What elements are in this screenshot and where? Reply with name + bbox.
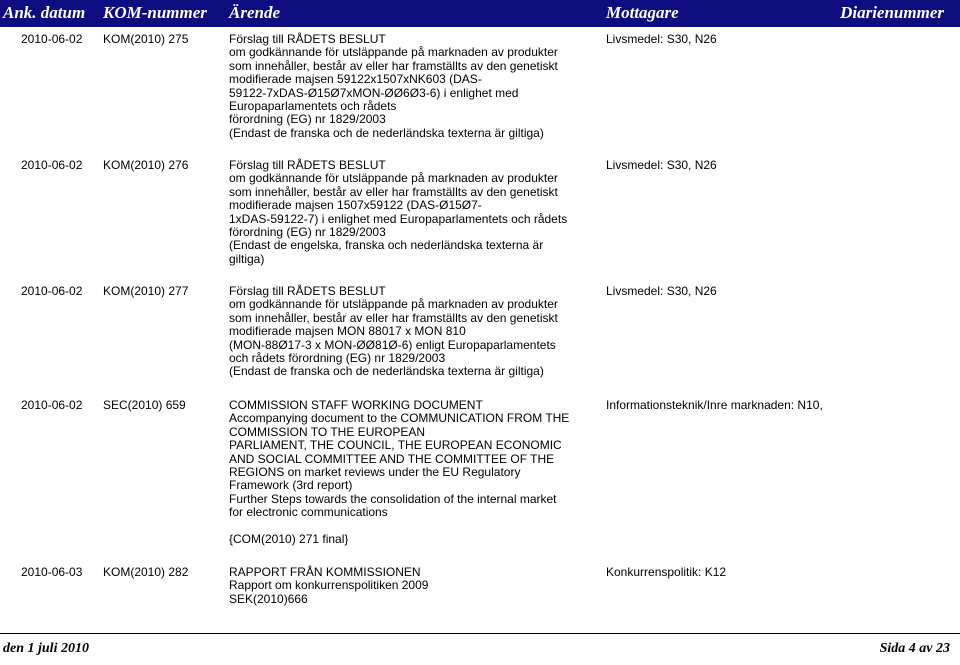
subject-line: COMMISSION STAFF WORKING DOCUMENT — [229, 398, 483, 412]
subject-line: (MON-88Ø17-3 x MON-ØØ81Ø-6) enligt Europaparlamentets — [229, 337, 556, 352]
entry-date: 2010-06-03 — [21, 565, 83, 579]
subject-line: förordning (EG) nr 1829/2003 — [229, 224, 386, 239]
header-date: Ank. datum — [3, 3, 86, 22]
subject-line: och rådets förordning (EG) nr 1829/2003 — [229, 350, 446, 365]
subject-line: om godkännande för utsläppande på marknaden av produkter — [229, 45, 558, 60]
subject-line: modifierade majsen 1507x59122 (DAS-Ø15Ø7- — [229, 198, 482, 213]
subject-line: giltiga) — [229, 251, 265, 266]
header-number: KOM-nummer — [103, 3, 207, 22]
footer-date: den 1 juli 2010 — [3, 641, 89, 656]
subject-line: Europaparlamentets och rådets — [229, 98, 397, 113]
footer-divider — [0, 633, 960, 634]
subject-line: 1xDAS-59122-7) i enlighet med Europaparlamentets och rådets — [229, 211, 568, 226]
entry-recipient: Livsmedel: S30, N26 — [606, 158, 717, 172]
entry-date: 2010-06-02 — [21, 32, 83, 46]
header-subject: Ärende — [229, 3, 280, 22]
subject-line: Accompanying document to the COMMUNICATION FROM THE — [229, 411, 570, 426]
subject-line: (Endast de engelska, franska och nederländska texterna är — [229, 238, 544, 253]
subject-line: som innehåller, består av eller har framställts av den genetiskt — [229, 58, 558, 73]
subject-line: Framework (3rd report) — [229, 478, 353, 493]
subject-line: 59122-7xDAS-Ø15Ø7xMON-ØØ6Ø3-6) i enlighet med — [229, 85, 519, 100]
subject-line: for electronic communications — [229, 505, 388, 520]
entry-recipient: Livsmedel: S30, N26 — [606, 32, 717, 46]
footer-page: Sida 4 av 23 — [879, 641, 950, 656]
subject-line: Förslag till RÅDETS BESLUT — [229, 32, 386, 46]
subject-line: Förslag till RÅDETS BESLUT — [229, 284, 386, 298]
header-registry: Diarienummer — [840, 3, 944, 22]
subject-line: som innehåller, består av eller har framställts av den genetiskt — [229, 184, 558, 199]
entry-recipient: Livsmedel: S30, N26 — [606, 284, 717, 298]
subject-line: SEK(2010)666 — [229, 591, 308, 606]
entry-subject — [229, 159, 567, 266]
subject-line: PARLIAMENT, THE COUNCIL, THE EUROPEAN ECONOMIC — [229, 438, 562, 453]
table-header — [0, 0, 960, 27]
subject-line: som innehåller, består av eller har framställts av den genetiskt — [229, 310, 558, 325]
entry-number: KOM(2010) 276 — [103, 158, 189, 172]
subject-line: om godkännande för utsläppande på marknaden av produkter — [229, 297, 558, 312]
subject-line: Rapport om konkurrenspolitiken 2009 — [229, 578, 429, 593]
subject-line — [229, 520, 569, 533]
subject-line: (Endast de franska och de nederländska texterna är giltiga) — [229, 364, 544, 379]
subject-line: {COM(2010) 271 final} — [229, 531, 349, 546]
entry-subject — [229, 33, 558, 140]
entry-date: 2010-06-02 — [21, 398, 83, 412]
subject-line: förordning (EG) nr 1829/2003 — [229, 112, 386, 127]
subject-line: COMMISSION TO THE EUROPEAN — [229, 424, 426, 439]
entry-subject — [229, 285, 558, 379]
subject-line: om godkännande för utsläppande på marknaden av produkter — [229, 171, 558, 186]
entry-recipient: Informationsteknik/Inre marknaden: N10, — [606, 398, 823, 412]
entry-subject — [229, 566, 428, 606]
subject-line: RAPPORT FRÅN KOMMISSIONEN — [229, 565, 421, 579]
entry-number: KOM(2010) 282 — [103, 565, 189, 579]
entry-recipient: Konkurrenspolitik: K12 — [606, 565, 727, 579]
subject-line: REGIONS on market reviews under the EU Regulatory — [229, 464, 521, 479]
entry-number: KOM(2010) 275 — [103, 32, 189, 46]
entry-number: SEC(2010) 659 — [103, 398, 186, 412]
entry-date: 2010-06-02 — [21, 284, 83, 298]
subject-line: (Endast de franska och de nederländska texterna är giltiga) — [229, 125, 544, 140]
header-recipient: Mottagare — [606, 3, 679, 22]
subject-line: modifierade majsen 59122x1507xNK603 (DAS- — [229, 72, 482, 87]
entry-subject — [229, 399, 569, 546]
subject-line: Further Steps towards the consolidation of the internal market — [229, 491, 557, 506]
subject-line: AND SOCIAL COMMITTEE AND THE COMMITTEE OF THE — [229, 451, 555, 466]
subject-line: Förslag till RÅDETS BESLUT — [229, 158, 386, 172]
entry-number: KOM(2010) 277 — [103, 284, 189, 298]
subject-line: modifierade majsen MON 88017 x MON 810 — [229, 324, 466, 339]
entry-date: 2010-06-02 — [21, 158, 83, 172]
